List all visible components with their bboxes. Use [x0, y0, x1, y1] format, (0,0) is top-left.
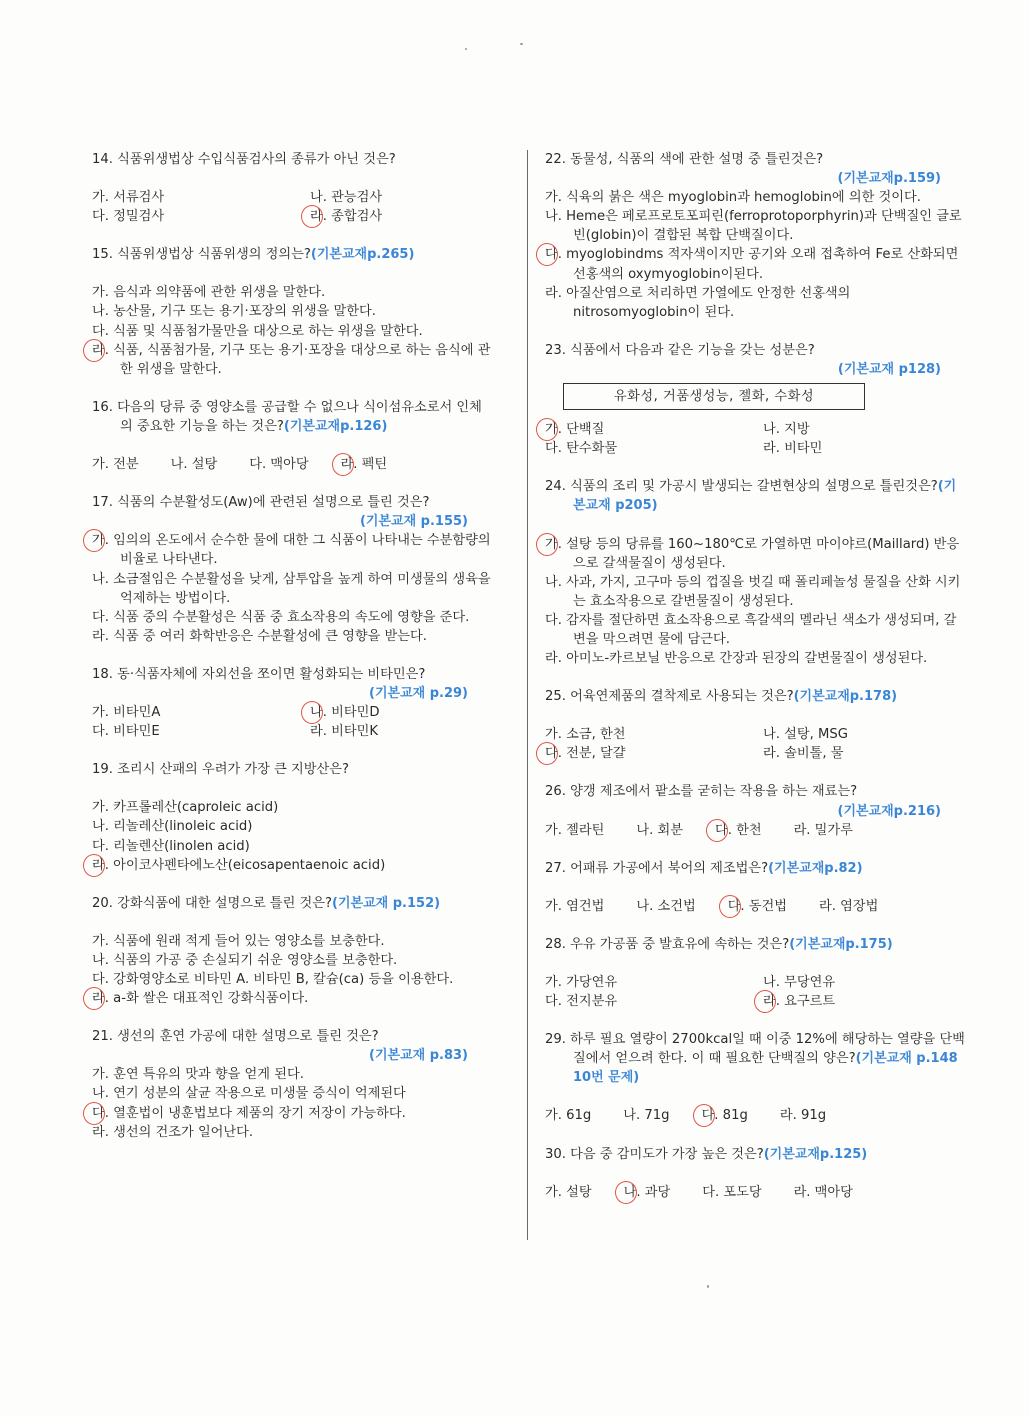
answer-option[interactable]: [763, 725, 965, 744]
answer-circle-mark: [83, 529, 105, 552]
option-label: 라. 식품, 식품첨가물, 기구 또는 용기·포장을 대상으로 하는 음식에 관한 위생을 말한다.: [92, 342, 491, 377]
question-stem: 30. 다음 중 감미도가 가장 높은 것은?: [545, 1146, 764, 1162]
answer-option[interactable]: [763, 439, 965, 458]
answer-option[interactable]: [763, 420, 965, 439]
answer-circle-mark: [754, 990, 776, 1013]
answer-option[interactable]: [715, 821, 762, 840]
answer-circle-mark: [83, 339, 105, 362]
question-text: [92, 493, 492, 531]
question-30: [545, 1145, 965, 1202]
answer-option[interactable]: [763, 992, 965, 1011]
answer-options: [92, 531, 492, 646]
answer-option[interactable]: [545, 897, 604, 916]
answer-option[interactable]: [794, 1183, 853, 1202]
option-label: 나. Heme은 페로프로토포피린(ferroprotoporphyrin)과 단백질인 글로빈(globin)이 결합된 복합 단백질이다.: [545, 209, 962, 244]
option-label: 다. 강화영양소로 비타민 A. 비타민 B, 칼슘(ca) 등을 이용한다.: [92, 972, 454, 987]
answer-option[interactable]: [92, 283, 492, 302]
answer-option[interactable]: [92, 188, 310, 207]
question-text: [545, 477, 965, 515]
option-label: 가. 단백질: [545, 422, 605, 438]
textbook-reference: (기본교재 p128): [837, 361, 941, 377]
answer-circle-mark: [719, 895, 741, 918]
option-label: 다. 81g: [701, 1108, 748, 1124]
answer-option[interactable]: [545, 725, 763, 744]
option-label: 나. 농산물, 기구 또는 용기·포장의 위생을 말한다.: [92, 304, 376, 320]
option-label: 다. 포도당: [702, 1184, 762, 1200]
question-text: [92, 894, 492, 913]
option-label: 가. 훈연 특유의 맛과 향을 얻게 된다.: [92, 1067, 304, 1083]
option-label: 가. 61g: [545, 1108, 592, 1124]
answer-options: [92, 798, 492, 874]
option-label: 가. 전분: [92, 457, 139, 473]
option-label: 가. 비타민A: [92, 705, 161, 721]
question-text: [92, 245, 492, 264]
option-label: 나. 설탕, MSG: [763, 727, 848, 743]
answer-circle-mark: [83, 987, 105, 1010]
answer-option[interactable]: [92, 1065, 492, 1084]
question-stem: 28. 우유 가공품 중 발효유에 속하는 것은?: [545, 936, 790, 952]
answer-option[interactable]: [92, 798, 492, 817]
option-label: 나. 사과, 가지, 고구마 등의 껍질을 벗길 때 폴리페놀성 물질을 산화 시키는 효소작용으로 갈변물질이 생성된다.: [545, 574, 961, 609]
question-text: [92, 760, 492, 779]
option-label: 라. 맥아당: [793, 1184, 853, 1200]
answer-options: [92, 1065, 492, 1141]
question-17: [92, 493, 492, 646]
answer-option[interactable]: [545, 1106, 591, 1125]
answer-option[interactable]: [545, 535, 965, 573]
answer-option[interactable]: [341, 455, 388, 474]
question-stem: 22. 동물성, 식품의 색에 관한 설명 중 틀린것은?: [545, 152, 824, 167]
scan-speck: [465, 48, 467, 50]
question-text: [545, 150, 965, 188]
answer-options: [92, 188, 492, 226]
option-label: 라. 종합검사: [310, 209, 383, 225]
answer-option[interactable]: [92, 703, 310, 722]
question-stem: 20. 강화식품에 대한 설명으로 틀린 것은?: [92, 895, 333, 911]
question-text: [545, 1145, 965, 1164]
answer-option[interactable]: [636, 821, 683, 840]
answer-option[interactable]: [624, 1183, 671, 1202]
option-label: 다. 전분, 달걀: [545, 746, 626, 762]
answer-options: [545, 188, 965, 322]
question-stem: 27. 어패류 가공에서 북어의 제조법은?: [545, 860, 769, 876]
answer-option[interactable]: [780, 1106, 826, 1125]
answer-options: [545, 973, 965, 1011]
textbook-reference: (기본교재p.82): [768, 860, 863, 876]
scan-speck: [520, 43, 523, 45]
right-column: [545, 150, 965, 1221]
option-label: 가. 카프롤레산(caproleic acid): [92, 800, 279, 816]
question-text: [545, 859, 965, 878]
answer-option[interactable]: [92, 627, 492, 646]
answer-option[interactable]: [545, 207, 965, 245]
option-label: 라. 비타민K: [310, 724, 378, 740]
answer-circle-mark: [536, 533, 558, 556]
question-stem: 21. 생선의 훈연 가공에 대한 설명으로 틀린 것은?: [92, 1029, 379, 1045]
answer-option[interactable]: [545, 245, 965, 283]
keyword-box: 유화성, 거품생성능, 젤화, 수화성: [563, 383, 865, 410]
answer-option[interactable]: [92, 531, 492, 569]
textbook-reference: (기본교재 p.29): [369, 685, 468, 701]
option-label: 다. myoglobindms 적자색이지만 공기와 오래 접촉하여 Fe로 산화되면 선홍색의 oxymyoglobin이된다.: [545, 247, 959, 282]
answer-options: [92, 703, 492, 741]
option-label: 다. 탄수화물: [545, 441, 618, 457]
answer-option[interactable]: [92, 817, 492, 836]
answer-circle-mark: [83, 854, 105, 877]
question-stem: 18. 동·식품자체에 자외선을 쪼이면 활성화되는 비타민은?: [92, 666, 426, 682]
answer-option[interactable]: [92, 837, 492, 856]
answer-options: [92, 283, 492, 378]
question-19: [92, 760, 492, 874]
answer-circle-mark: [693, 1104, 715, 1127]
answer-circle-mark: [536, 418, 558, 441]
answer-option[interactable]: [92, 989, 492, 1008]
answer-option[interactable]: [92, 1123, 492, 1142]
answer-circle-mark: [706, 819, 728, 842]
answer-option[interactable]: [92, 932, 492, 951]
option-label: 다. 식품 중의 수분활성은 식품 중 효소작용의 속도에 영향을 준다.: [92, 609, 470, 625]
answer-option[interactable]: [92, 570, 492, 608]
option-label: 라. 비타민: [763, 441, 823, 457]
question-29: [545, 1030, 965, 1125]
option-label: 나. 관능검사: [310, 190, 383, 206]
question-14: [92, 150, 492, 226]
answer-option[interactable]: [545, 439, 763, 458]
answer-option[interactable]: [545, 1183, 592, 1202]
question-stem: 16. 다음의 당류 중 영양소를 공급할 수 없으나 식이섬유소로서 인체의 중요한 기능을 하는 것은?: [92, 399, 482, 434]
option-label: 다. 한천: [714, 822, 762, 838]
question-24: [545, 477, 965, 668]
answer-option[interactable]: [545, 992, 763, 1011]
question-stem: 14. 식품위생법상 수입식품검사의 종류가 아닌 것은?: [92, 152, 396, 167]
option-label: 나. 회분: [636, 822, 683, 838]
answer-circle-mark: [301, 701, 323, 724]
question-23: [545, 341, 965, 458]
option-label: 가. 식육의 붉은 색은 myoglobin과 hemoglobin에 의한 것이다.: [545, 190, 921, 206]
question-text: [545, 782, 965, 820]
answer-options: [545, 821, 965, 840]
column-divider: [527, 150, 528, 1240]
option-label: 나. 리놀레산(linoleic acid): [92, 819, 253, 835]
answer-options: [545, 1183, 965, 1202]
option-label: 다. 정밀검사: [92, 209, 165, 225]
option-label: 다. 식품 및 식품첨가물만을 대상으로 하는 위생을 말한다.: [92, 323, 423, 339]
option-label: 다. 비타민E: [92, 724, 160, 740]
question-text: [92, 150, 492, 169]
answer-options: [545, 1106, 965, 1125]
textbook-reference: (기본교재p.159): [837, 171, 941, 187]
answer-option[interactable]: [545, 744, 763, 763]
answer-option[interactable]: [702, 1106, 748, 1125]
textbook-reference: (기본교재 p205): [573, 479, 957, 514]
option-label: 라. a-화 쌀은 대표적인 강화식품이다.: [92, 991, 309, 1007]
answer-option[interactable]: [794, 821, 853, 840]
answer-option[interactable]: [702, 1183, 761, 1202]
option-label: 라. 밀가루: [793, 822, 853, 838]
answer-option[interactable]: [310, 703, 492, 722]
question-15: [92, 245, 492, 379]
answer-option[interactable]: [171, 455, 218, 474]
answer-option[interactable]: [92, 722, 310, 741]
question-stem: 29. 하루 필요 열량이 2700kcal일 때 이중 12%에 해당하는 열량을 단백질에서 얻으려 한다. 이 때 필요한 단백질의 양은?: [545, 1032, 965, 1067]
answer-option[interactable]: [545, 611, 965, 649]
answer-option[interactable]: [92, 322, 492, 341]
option-label: 가. 가당연유: [545, 975, 618, 990]
question-22: [545, 150, 965, 322]
question-text: [545, 687, 965, 706]
option-label: 나. 지방: [763, 422, 810, 438]
option-label: 가. 설탕: [545, 1184, 592, 1200]
textbook-reference: (기본교재p.216): [837, 803, 941, 819]
answer-option[interactable]: [763, 744, 965, 763]
answer-options: [92, 455, 492, 474]
answer-circle-mark: [615, 1181, 637, 1204]
answer-option[interactable]: [545, 649, 965, 668]
question-text: [92, 398, 492, 436]
question-28: [545, 935, 965, 1011]
option-label: 라. 생선의 건조가 일어난다.: [92, 1124, 254, 1140]
textbook-reference: (기본교재p.125): [763, 1146, 868, 1162]
option-label: 나. 설탕: [170, 457, 218, 473]
question-stem: 26. 양갱 제조에서 팥소를 굳히는 작용을 하는 재료는?: [545, 784, 858, 800]
option-label: 나. 소금절임은 수분활성을 낮게, 삼투압을 높게 하여 미생물의 생육을 억제하는 방법이다.: [92, 571, 491, 606]
question-stem: 25. 어육연제품의 결착제로 사용되는 것은?: [545, 689, 794, 705]
option-label: 다. 전지분유: [545, 994, 618, 1010]
option-label: 가. 임의의 온도에서 순수한 물에 대한 그 식품이 나타내는 수분함량의 비율로 나타낸다.: [92, 533, 491, 568]
question-16: [92, 398, 492, 474]
question-text: [545, 935, 965, 954]
answer-option[interactable]: [310, 722, 492, 741]
answer-option[interactable]: [545, 573, 965, 611]
option-label: 라. 아미노-카르보닐 반응으로 간장과 된장의 갈변물질이 생성된다.: [545, 651, 928, 667]
answer-option[interactable]: [92, 1104, 492, 1123]
option-label: 나. 71g: [623, 1108, 670, 1124]
question-stem: 19. 조리시 산패의 우려가 가장 큰 지방산은?: [92, 762, 349, 778]
option-label: 가. 음식과 의약품에 관한 위생을 말한다.: [92, 285, 326, 301]
option-label: 다. 감자를 절단하면 효소작용으로 흑갈색의 멜라닌 색소가 생성되며, 갈변을 막으려면 물에 담근다.: [545, 612, 957, 647]
answer-option[interactable]: [763, 973, 965, 992]
textbook-reference: (기본교재p.178): [793, 689, 898, 705]
answer-option[interactable]: [545, 821, 604, 840]
question-18: [92, 665, 492, 741]
scan-speck: [707, 1285, 709, 1288]
option-label: 라. 아질산염으로 처리하면 가열에도 안정한 선홍색의 nitrosomyoglobin이 된다.: [545, 285, 851, 320]
answer-option[interactable]: [92, 341, 492, 379]
question-text: [92, 665, 492, 703]
answer-option[interactable]: [545, 188, 965, 207]
answer-option[interactable]: [623, 1106, 669, 1125]
option-label: 가. 염건법: [545, 898, 605, 914]
option-label: 가. 서류검사: [92, 190, 165, 206]
answer-options: [92, 932, 492, 1008]
question-text: [545, 341, 965, 379]
option-label: 나. 소건법: [636, 898, 696, 914]
answer-option[interactable]: [728, 897, 787, 916]
answer-option[interactable]: [310, 207, 492, 226]
left-column: [92, 150, 492, 1161]
option-label: 가. 젤라틴: [545, 822, 605, 838]
question-stem: 15. 식품위생법상 식품위생의 정의는?: [92, 247, 311, 263]
textbook-reference: (기본교재p.126): [283, 418, 388, 434]
answer-option[interactable]: [92, 856, 492, 875]
question-stem: 24. 식품의 조리 및 가공시 발생되는 갈변현상의 설명으로 틀린것은?: [545, 479, 938, 495]
question-text: [92, 1027, 492, 1065]
option-label: 가. 설탕 등의 당류를 160~180℃로 가열하면 마이야르(Maillard) 반응으로 갈색물질이 생성된다.: [545, 536, 960, 571]
answer-circle-mark: [536, 243, 558, 266]
answer-option[interactable]: [310, 188, 492, 207]
answer-circle-mark: [332, 453, 354, 476]
option-label: 라. 91g: [779, 1108, 827, 1124]
question-26: [545, 782, 965, 839]
answer-circle-mark: [301, 205, 323, 228]
textbook-reference: (기본교재 p.152): [332, 895, 441, 911]
answer-option[interactable]: [545, 284, 965, 322]
option-label: 다. 열훈법이 냉훈법보다 제품의 장기 저장이 가능하다.: [92, 1105, 406, 1121]
question-stem: 23. 식품에서 다음과 같은 기능을 갖는 성분은?: [545, 342, 815, 358]
textbook-reference: (기본교재 p.148 10번 문제): [573, 1051, 958, 1086]
option-label: 가. 식품에 원래 적게 들어 있는 영양소를 보충한다.: [92, 933, 385, 949]
answer-option[interactable]: [819, 897, 878, 916]
question-20: [92, 894, 492, 1008]
option-label: 라. 솔비톨, 물: [763, 746, 844, 762]
textbook-reference: (기본교재p.265): [310, 247, 415, 263]
answer-option[interactable]: [92, 1084, 492, 1103]
option-label: 라. 펙틴: [340, 457, 388, 473]
answer-options: [545, 535, 965, 669]
option-label: 다. 리놀렌산(linolen acid): [92, 838, 250, 854]
option-label: 라. 염장법: [819, 898, 879, 914]
option-label: 다. 동건법: [727, 898, 788, 914]
option-label: 나. 식품의 가공 중 손실되기 쉬운 영양소를 보충한다.: [92, 952, 398, 968]
answer-circle-mark: [536, 742, 558, 765]
question-text: [545, 1030, 965, 1087]
option-label: 라. 식품 중 여러 화학반응은 수분활성에 큰 영향을 받는다.: [92, 628, 427, 644]
option-label: 가. 소금, 한천: [545, 727, 626, 743]
answer-option[interactable]: [92, 608, 492, 627]
question-25: [545, 687, 965, 763]
answer-option[interactable]: [636, 897, 695, 916]
question-21: [92, 1027, 492, 1142]
option-label: 나. 비타민D: [310, 705, 380, 721]
answer-option[interactable]: [92, 302, 492, 321]
answer-circle-mark: [83, 1102, 105, 1125]
answer-option[interactable]: [249, 455, 308, 474]
answer-option[interactable]: [545, 420, 763, 439]
option-label: 라. 요구르트: [763, 994, 836, 1010]
answer-option[interactable]: [92, 970, 492, 989]
answer-option[interactable]: [92, 207, 310, 226]
answer-options: [545, 725, 965, 763]
textbook-reference: (기본교재 p.83): [369, 1048, 468, 1064]
textbook-reference: (기본교재p.175): [789, 936, 893, 952]
option-label: 다. 맥아당: [249, 457, 309, 473]
answer-options: [545, 420, 965, 458]
option-label: 나. 무당연유: [763, 975, 836, 990]
option-label: 라. 아이코사펜타에노산(eicosapentaenoic acid): [92, 857, 386, 873]
answer-option[interactable]: [92, 455, 139, 474]
option-label: 나. 과당: [623, 1184, 671, 1200]
question-stem: 17. 식품의 수분활성도(Aw)에 관련된 설명으로 틀린 것은?: [92, 495, 430, 511]
answer-options: [545, 897, 965, 916]
question-27: [545, 859, 965, 916]
option-label: 나. 연기 성분의 살균 작용으로 미생물 증식이 억제된다: [92, 1086, 406, 1102]
answer-option[interactable]: [545, 973, 763, 992]
answer-option[interactable]: [92, 951, 492, 970]
textbook-reference: (기본교재 p.155): [359, 514, 468, 530]
